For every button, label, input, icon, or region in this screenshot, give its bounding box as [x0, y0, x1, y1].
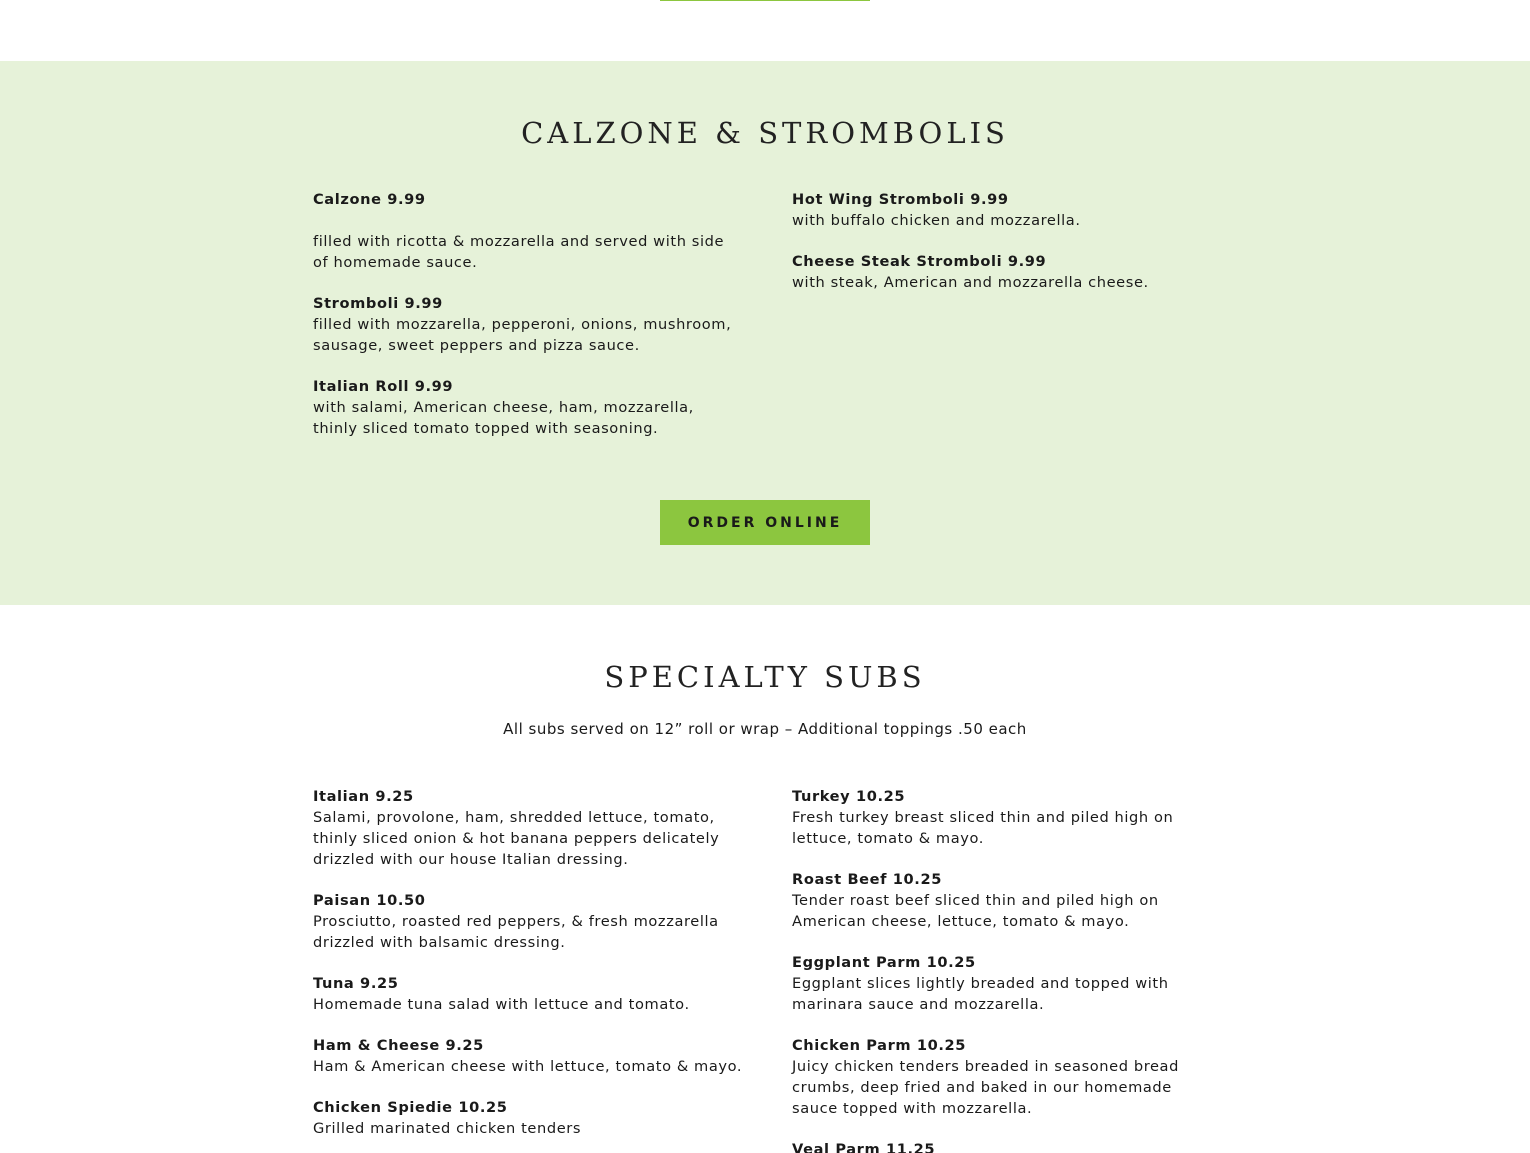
section-title: SPECIALTY SUBS — [604, 660, 926, 694]
menu-item — [792, 786, 1202, 849]
menu-item-title: Italian 9.25 — [313, 788, 414, 805]
menu-item-description: with salami, American cheese, ham, mozzarella, thinly sliced tomato topped with seasoning. — [313, 399, 694, 437]
menu-item — [792, 189, 1202, 231]
top-divider-bar — [660, 0, 870, 1]
menu-item-title: Chicken Parm 10.25 — [792, 1037, 967, 1054]
section-subtitle: All subs served on 12” roll or wrap – Additional toppings .50 each — [503, 720, 1027, 738]
menu-item-description: with buffalo chicken and mozzarella. — [792, 212, 1081, 229]
menu-column-right — [792, 786, 1202, 1153]
menu-item-description: filled with ricotta & mozzarella and served with side of homemade sauce. — [313, 233, 725, 271]
order-online-button[interactable]: ORDER ONLINE — [660, 500, 870, 545]
menu-item — [792, 952, 1202, 1015]
menu-item-description: Grilled marinated chicken tenders — [313, 1120, 582, 1137]
menu-item — [313, 973, 743, 1015]
menu-item — [792, 1139, 1202, 1153]
menu-column-left — [313, 786, 743, 1153]
menu-item-spacer — [313, 210, 743, 231]
menu-item-description: Fresh turkey breast sliced thin and piled high on lettuce, tomato & mayo. — [792, 809, 1174, 847]
menu-item — [313, 890, 743, 953]
menu-item — [313, 786, 743, 870]
menu-item-description: Juicy chicken tenders breaded in seasoned bread crumbs, deep fried and baked in our homemade sauce topped with mozzarella. — [792, 1058, 1179, 1117]
menu-item-title: Italian Roll 9.99 — [313, 378, 454, 395]
menu-item-description: Homemade tuna salad with lettuce and tomato. — [313, 996, 690, 1013]
menu-item-title: Chicken Spiedie 10.25 — [313, 1099, 508, 1116]
calzone-stromboli-section — [0, 61, 1530, 605]
menu-item-title: Turkey 10.25 — [792, 788, 906, 805]
menu-item-title: Calzone 9.99 — [313, 191, 426, 208]
menu-item-title: Cheese Steak Stromboli 9.99 — [792, 253, 1047, 270]
menu-item-title: Tuna 9.25 — [313, 975, 399, 992]
menu-item-title: Paisan 10.50 — [313, 892, 426, 909]
menu-item-title: Veal Parm 11.25 — [792, 1141, 936, 1153]
menu-item-title: Eggplant Parm 10.25 — [792, 954, 976, 971]
menu-item-title: Roast Beef 10.25 — [792, 871, 942, 888]
menu-item-description: Eggplant slices lightly breaded and topped with marinara sauce and mozzarella. — [792, 975, 1169, 1013]
menu-item-description: Salami, provolone, ham, shredded lettuce, tomato, thinly sliced onion & hot banana peppers delicately drizzled with our house Italian dressing. — [313, 809, 720, 868]
menu-column-right — [792, 189, 1202, 313]
menu-item — [313, 376, 743, 439]
menu-item — [792, 869, 1202, 932]
menu-item-description: Tender roast beef sliced thin and piled high on American cheese, lettuce, tomato & mayo. — [792, 892, 1159, 930]
section-title: CALZONE & STROMBOLIS — [521, 116, 1009, 150]
menu-item — [313, 1035, 743, 1077]
menu-item-description: with steak, American and mozzarella cheese. — [792, 274, 1149, 291]
menu-item-description: filled with mozzarella, pepperoni, onions, mushroom, sausage, sweet peppers and pizza sauce. — [313, 316, 732, 354]
menu-item — [792, 251, 1202, 293]
menu-item-description: Prosciutto, roasted red peppers, & fresh mozzarella drizzled with balsamic dressing. — [313, 913, 719, 951]
menu-item — [313, 189, 743, 273]
menu-column-left — [313, 189, 743, 459]
menu-item-description: Ham & American cheese with lettuce, tomato & mayo. — [313, 1058, 743, 1075]
menu-item-title: Hot Wing Stromboli 9.99 — [792, 191, 1009, 208]
menu-item — [313, 1097, 743, 1139]
menu-item — [313, 293, 743, 356]
menu-item-title: Ham & Cheese 9.25 — [313, 1037, 484, 1054]
menu-item — [792, 1035, 1202, 1119]
menu-item-title: Stromboli 9.99 — [313, 295, 443, 312]
specialty-subs-section — [0, 605, 1530, 1153]
